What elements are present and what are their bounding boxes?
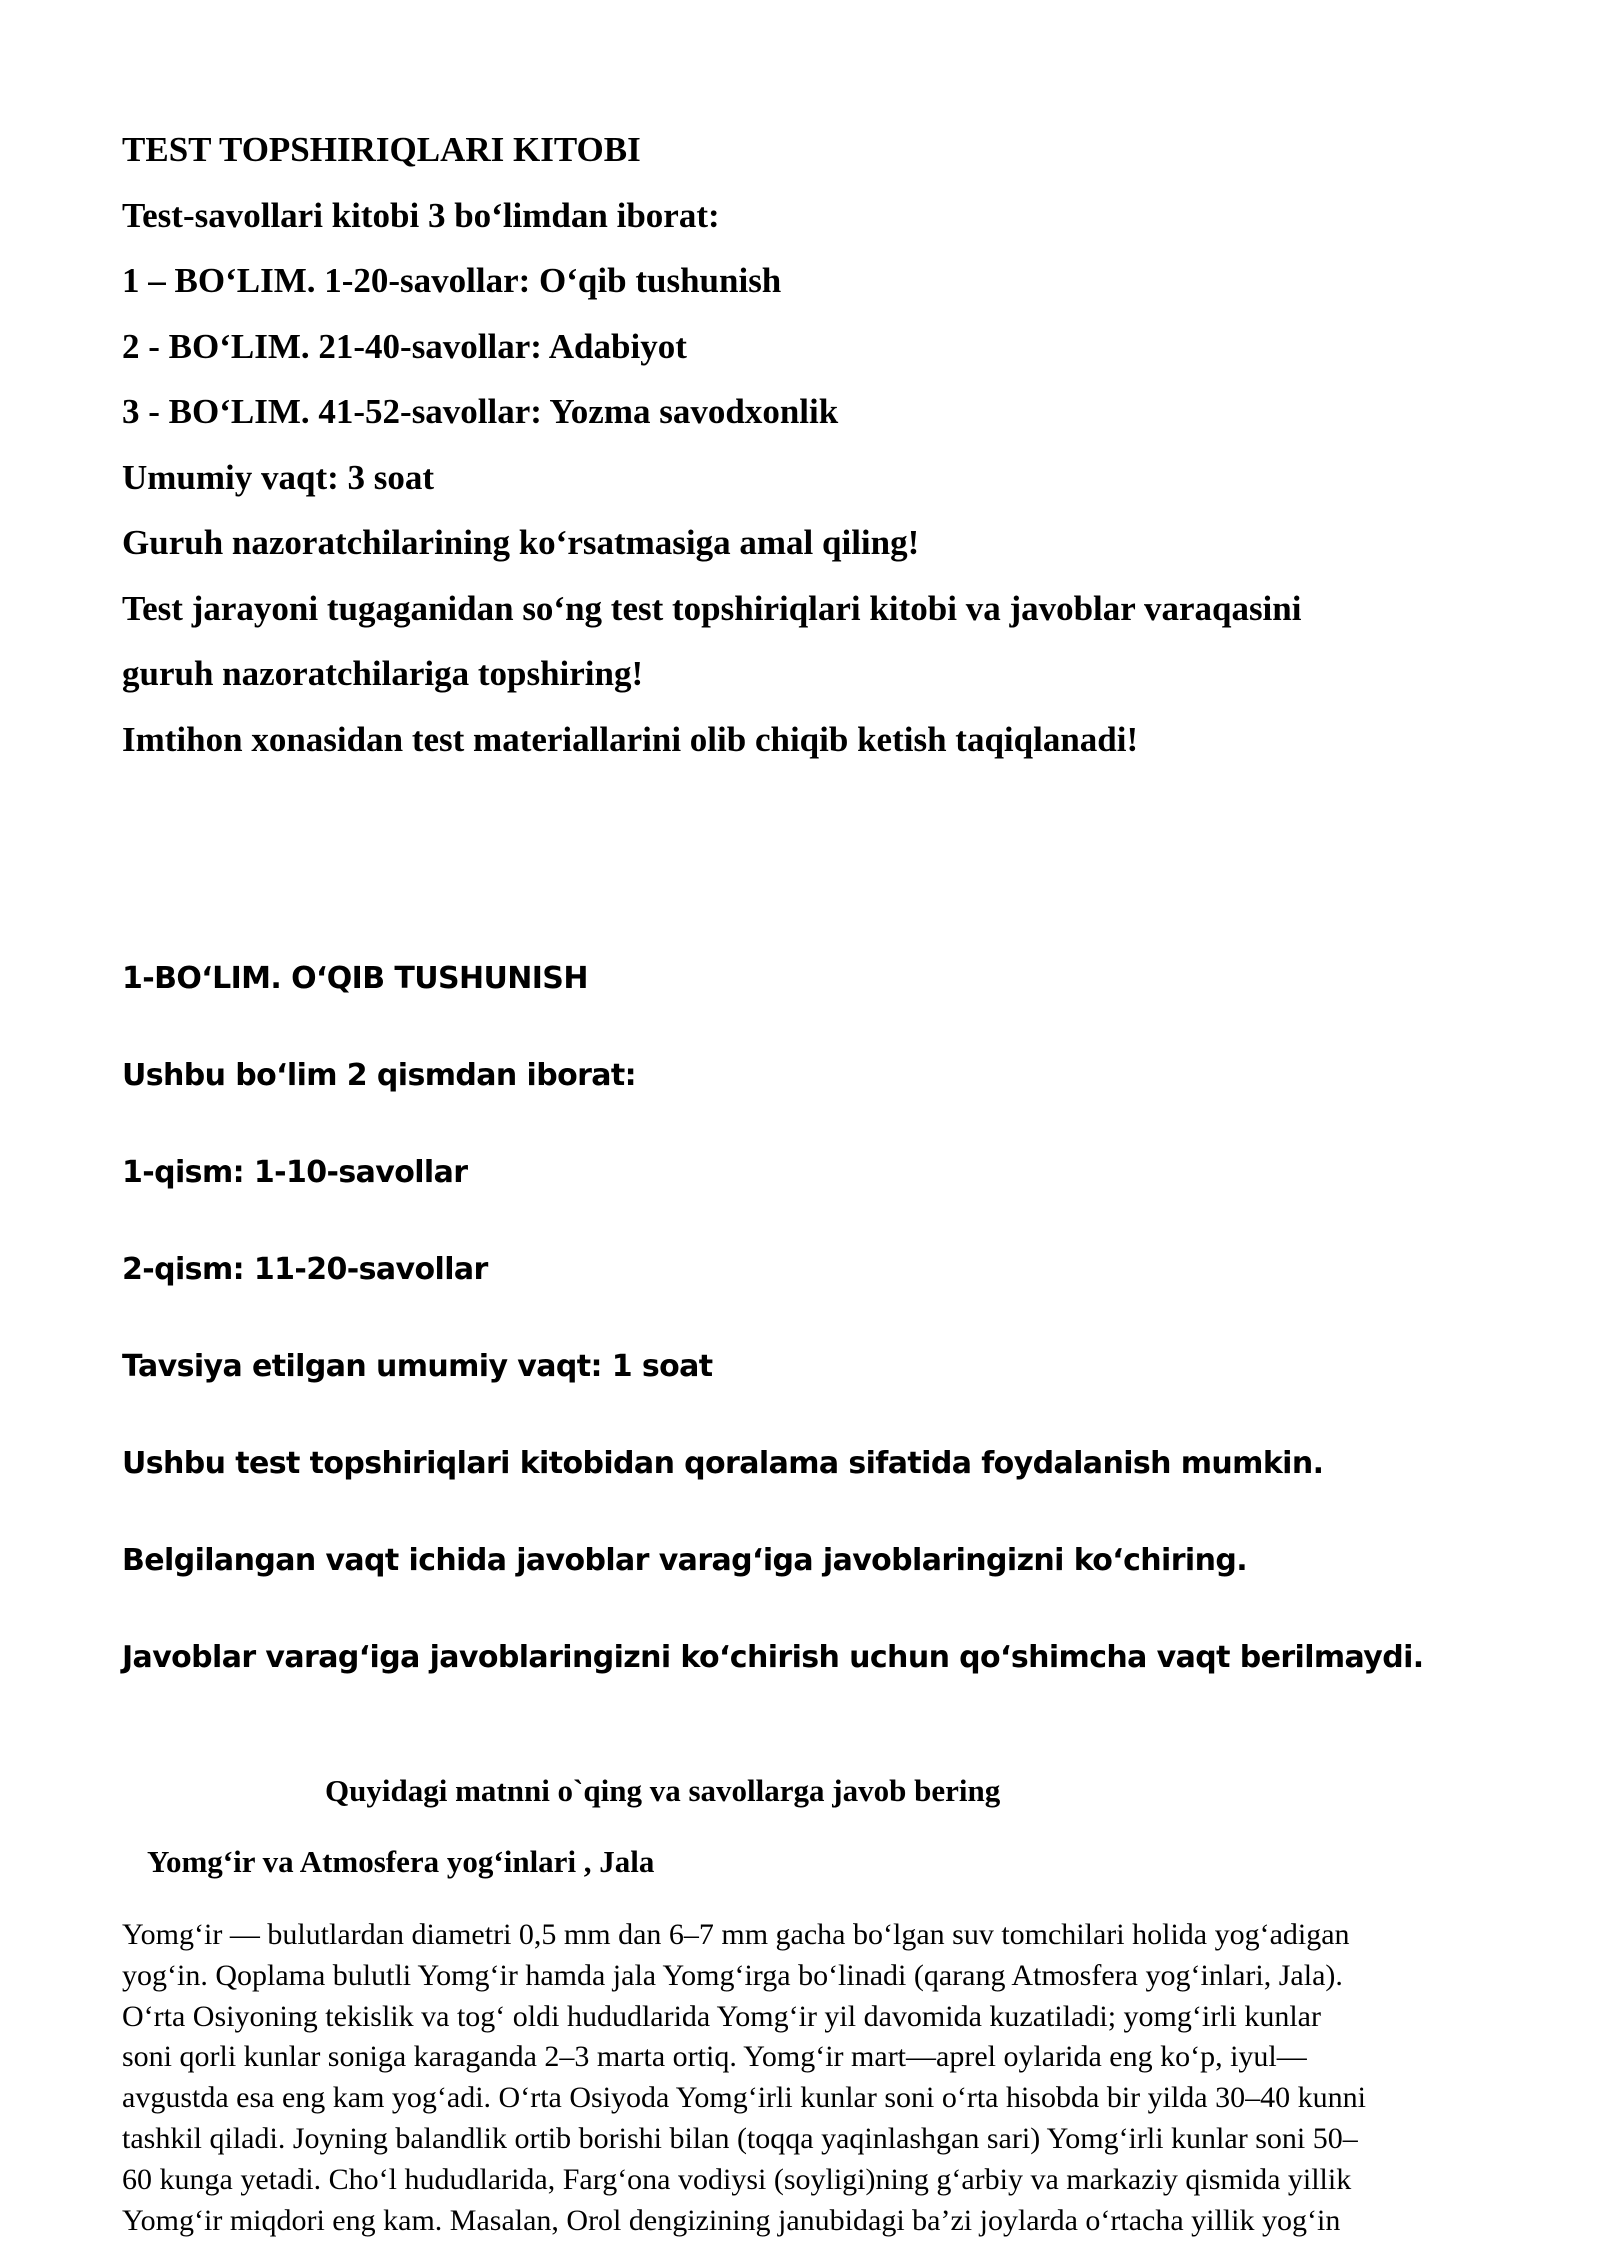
reading-instruction: Quyidagi matnni o`qing va savollarga javob bering [325,1773,1001,1808]
section-2-summary: 2 - BO‘LIM. 21-40-savollar: Adabiyot [122,326,687,366]
booklet-structure-note: Test-savollari kitobi 3 bo‘limdan iborat: [122,195,720,235]
no-extra-time-note: Javoblar varag‘iga javoblaringizni ko‘chirish uchun qo‘shimcha vaqt berilmaydi. [122,1640,1424,1675]
passage-line: soni qorli kunlar soniga karaganda 2–3 marta ortiq. Yomg‘ir mart—aprel oylarida eng ko‘p, iyul— [122,2040,1307,2074]
draft-usage-note: Ushbu test topshiriqlari kitobidan qoralama sifatida foydalanish mumkin. [122,1446,1324,1481]
follow-instructions-note: Guruh nazoratchilarining ko‘rsatmasiga amal qiling! [122,523,920,562]
section-heading: 1-BO‘LIM. O‘QIB TUSHUNISH [122,961,588,996]
passage-line: avgustda esa eng kam yog‘adi. O‘rta Osiyoda Yomg‘irli kunlar soni o‘rta hisobda bir yilda 30–40 kunni [122,2081,1366,2115]
prohibition-note: Imtihon xonasidan test materiallarini olib chiqib ketish taqiqlanadi! [122,719,1139,759]
part-1-range: 1-qism: 1-10-savollar [122,1155,468,1190]
section-parts-note: Ushbu bo‘lim 2 qismdan iborat: [122,1058,637,1093]
passage-line: O‘rta Osiyoning tekislik va tog‘ oldi hududlarida Yomg‘ir yil davomida kuzatiladi; yomg‘irli kunlar [122,1999,1321,2033]
passage-line: Yomg‘ir miqdori eng kam. Masalan, Orol dengizining janubidagi ba’zi joylarda o‘rtacha yillik yog‘in [122,2203,1341,2237]
passage-line: yog‘in. Qoplama bulutli Yomg‘ir hamda jala Yomg‘irga bo‘linadi (qarang Atmosfera yog‘inlari, Jala). [122,1958,1343,1992]
booklet-title: TEST TOPSHIRIQLARI KITOBI [122,130,641,169]
copy-answers-note: Belgilangan vaqt ichida javoblar varag‘iga javoblaringizni ko‘chiring. [122,1543,1247,1578]
hand-in-note-line-1: Test jarayoni tugaganidan so‘ng test topshiriqlari kitobi va javoblar varaqasini [122,588,1302,628]
passage-line: Yomg‘ir — bulutlardan diametri 0,5 mm dan 6–7 mm gacha bo‘lgan suv tomchilari holida yog‘adigan [122,1918,1350,1951]
reading-passage [122,1915,1502,2241]
hand-in-note-line-2: guruh nazoratchilariga topshiring! [122,654,644,693]
reading-text-title: Yomg‘ir va Atmosfera yog‘inlari , Jala [147,1844,655,1879]
total-time: Umumiy vaqt: 3 soat [122,457,435,497]
section-1-summary: 1 – BO‘LIM. 1-20-savollar: O‘qib tushunish [122,261,782,300]
recommended-time: Tavsiya etilgan umumiy vaqt: 1 soat [122,1349,713,1384]
section-1-instructions [122,930,1502,1706]
section-3-summary: 3 - BO‘LIM. 41-52-savollar: Yozma savodxonlik [122,392,839,431]
part-2-range: 2-qism: 11-20-savollar [122,1252,488,1287]
test-booklet-header [122,117,1502,772]
passage-line: tashkil qiladi. Joyning balandlik ortib borishi bilan (toqqa yaqinlashgan sari) Yomg‘irli kunlar soni 50– [122,2121,1358,2155]
passage-line: 60 kunga yetadi. Cho‘l hududlarida, Farg‘ona vodiysi (soyligi)ning g‘arbiy va markaziy qismida yillik [122,2162,1352,2196]
